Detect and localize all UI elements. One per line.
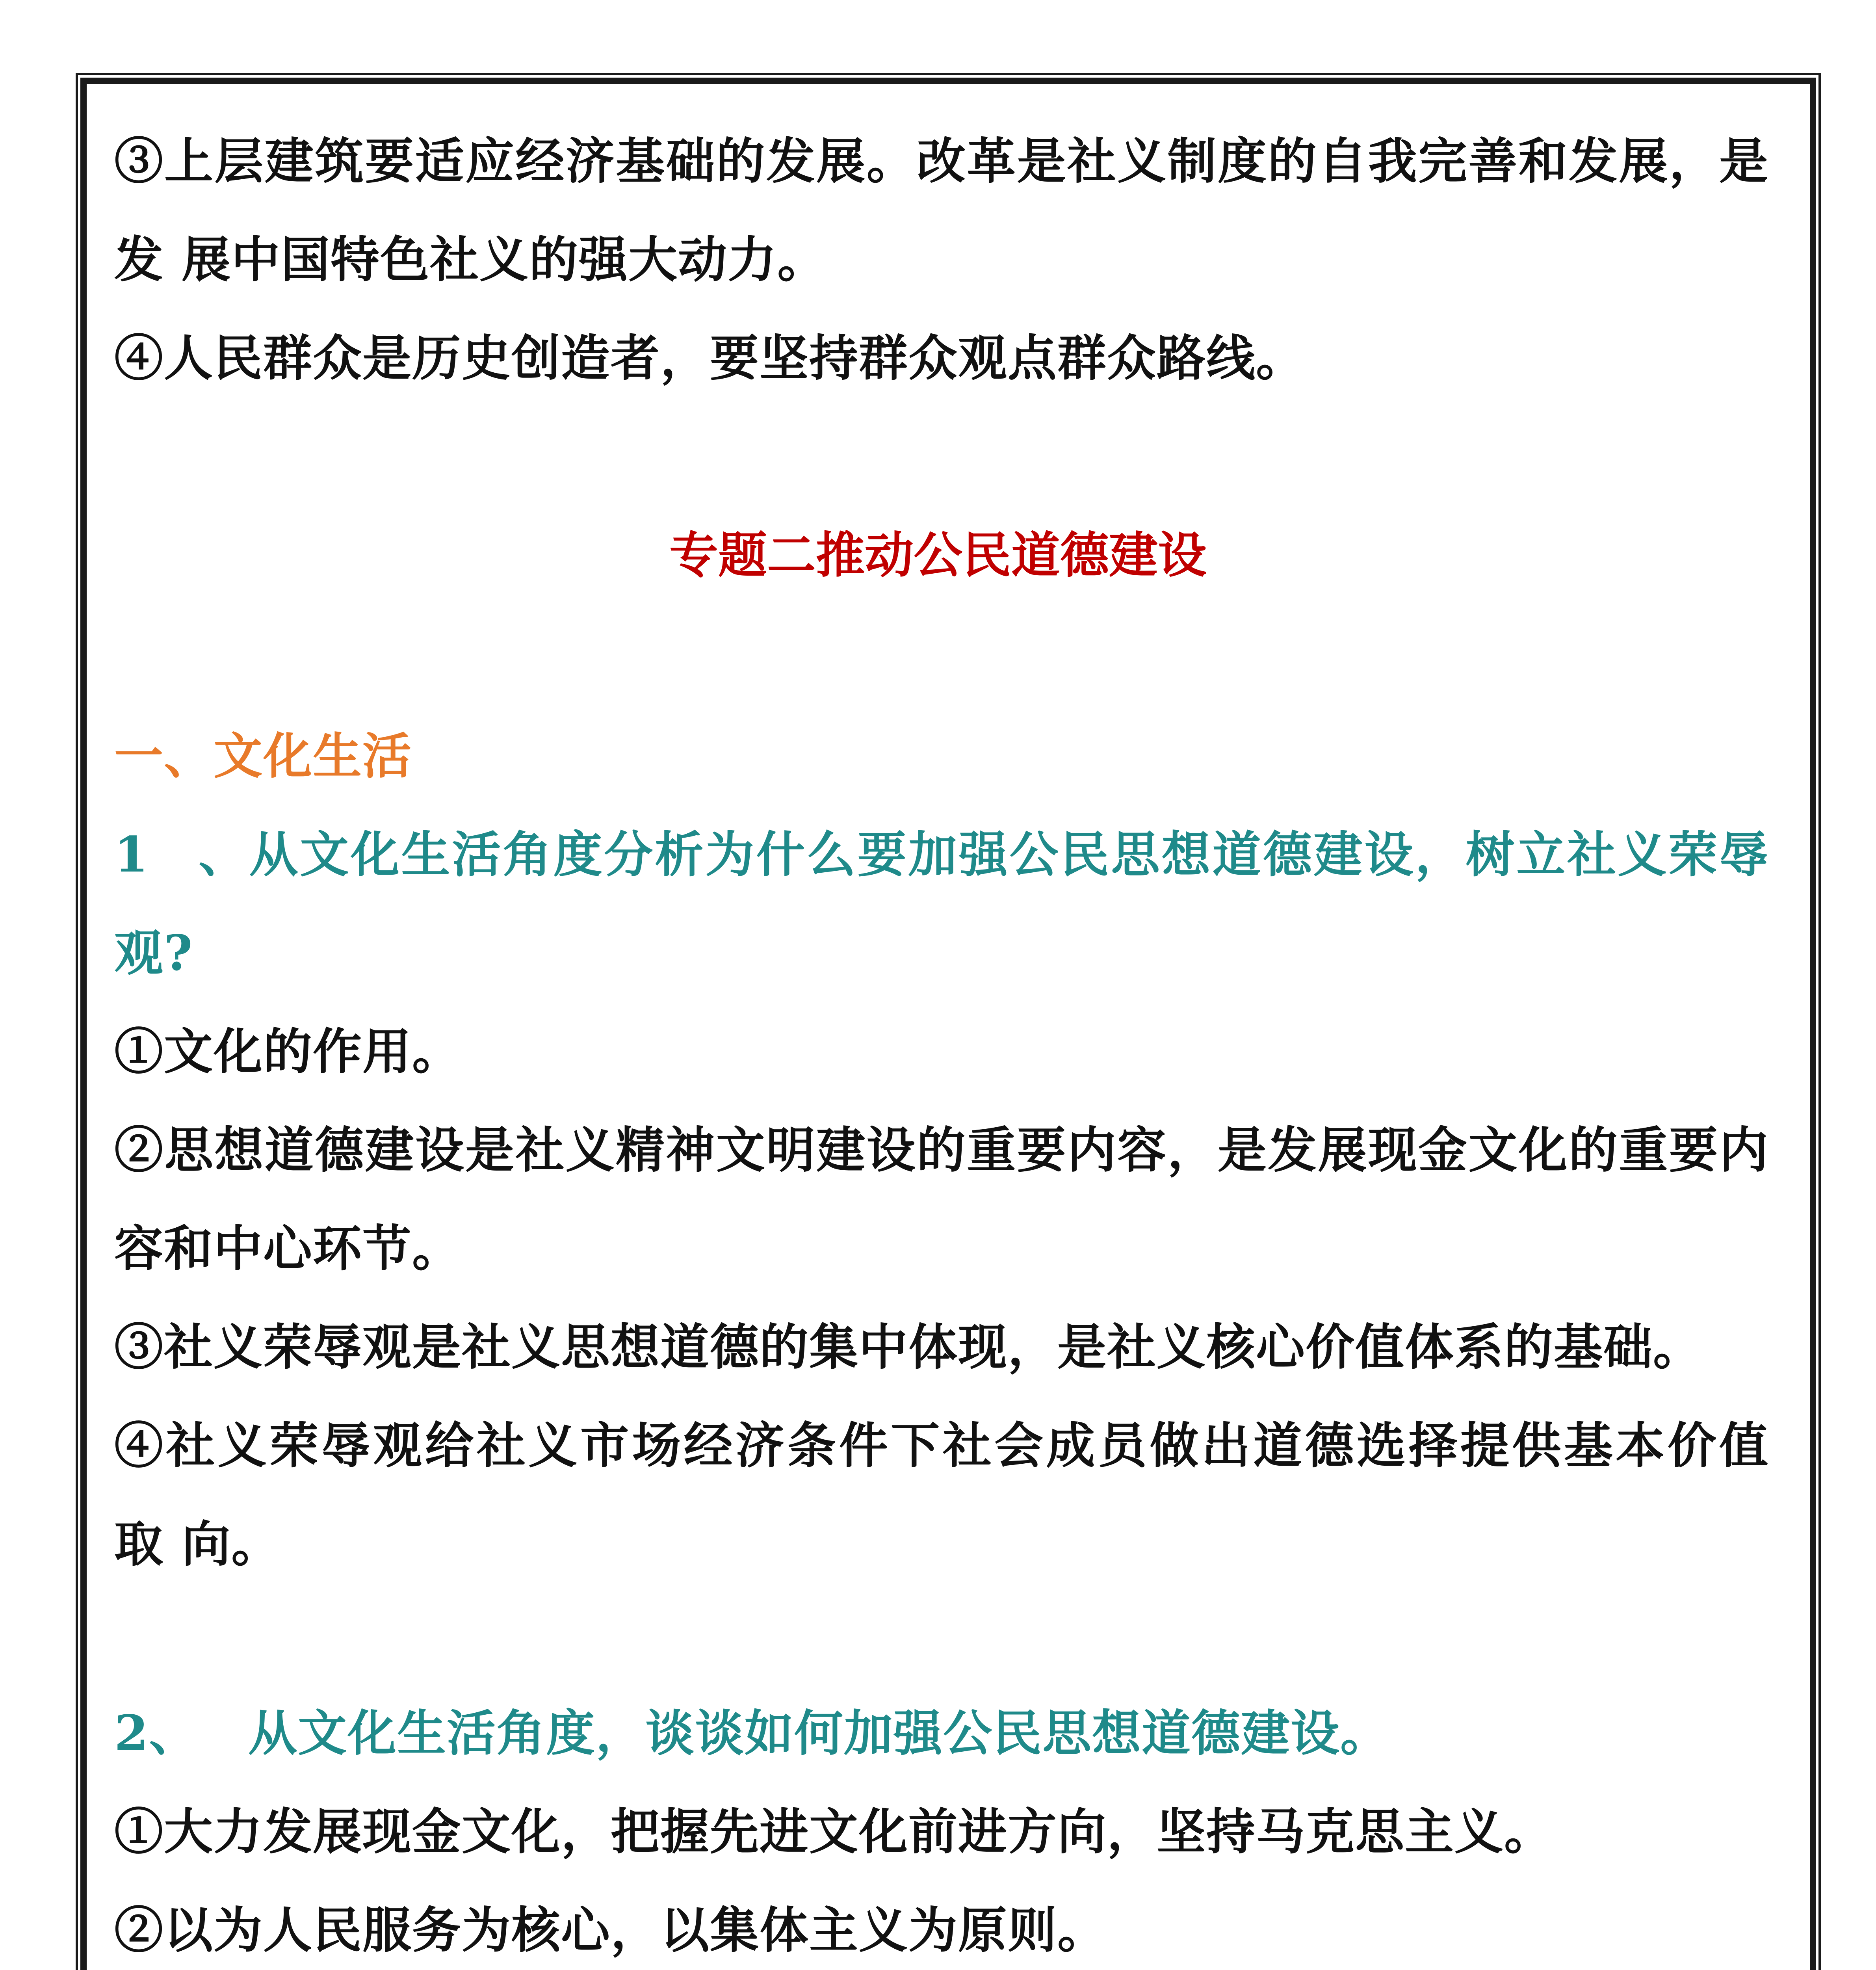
item3-line1: ③上层建筑要适应经济基础的发展。改革是社义制度的自我完善和发展，是 — [114, 133, 1769, 190]
question1-number: 1、 — [114, 826, 248, 883]
item3-line2: 发 展中国特色社义的强大动力。 — [114, 231, 827, 288]
question1-line1 — [114, 825, 1769, 885]
q1-answer-4-line1: ④社义荣辱观给社义市场经济条件下社会成员做出道德选择提供基本价值 — [114, 1417, 1769, 1474]
item4: ④人民群众是历史创造者，要坚持群众观点群众路线。 — [114, 330, 1306, 387]
q1-answer-2-line1: ②思想道德建设是社义精神文明建设的重要内容，是发展现金文化的重要内 — [114, 1122, 1769, 1179]
q1-answer-2-line2: 容和中心环节。 — [114, 1220, 462, 1277]
question1-text: 从文化生活角度分析为什么要加强公民思想道德建设，树立社义荣辱 — [248, 826, 1769, 883]
q1-answer-3: ③社义荣辱观是社义思想道德的集中体现，是社义核心价值体系的基础。 — [114, 1319, 1703, 1376]
q1-answer-1: ①文化的作用。 — [114, 1023, 462, 1080]
q2-answer-1: ①大力发展现金文化，把握先进文化前进方向，坚持马克思主义。 — [114, 1803, 1554, 1860]
question2-text: 从文化生活角度，谈谈如何加强公民思想道德建设。 — [248, 1705, 1390, 1762]
question1-line2: 观? — [114, 925, 193, 982]
question2-number: 2、 — [114, 1705, 199, 1762]
q2-answer-2: ②以为人民服务为核心，以集体主义为原则。 — [114, 1902, 1107, 1959]
q1-answer-4-line2: 取 向。 — [114, 1516, 281, 1573]
question2-line1 — [114, 1704, 1390, 1763]
section-heading: 一、文化生活 — [114, 728, 412, 785]
topic-title: 专题二推动公民道德建设 — [669, 527, 1207, 584]
